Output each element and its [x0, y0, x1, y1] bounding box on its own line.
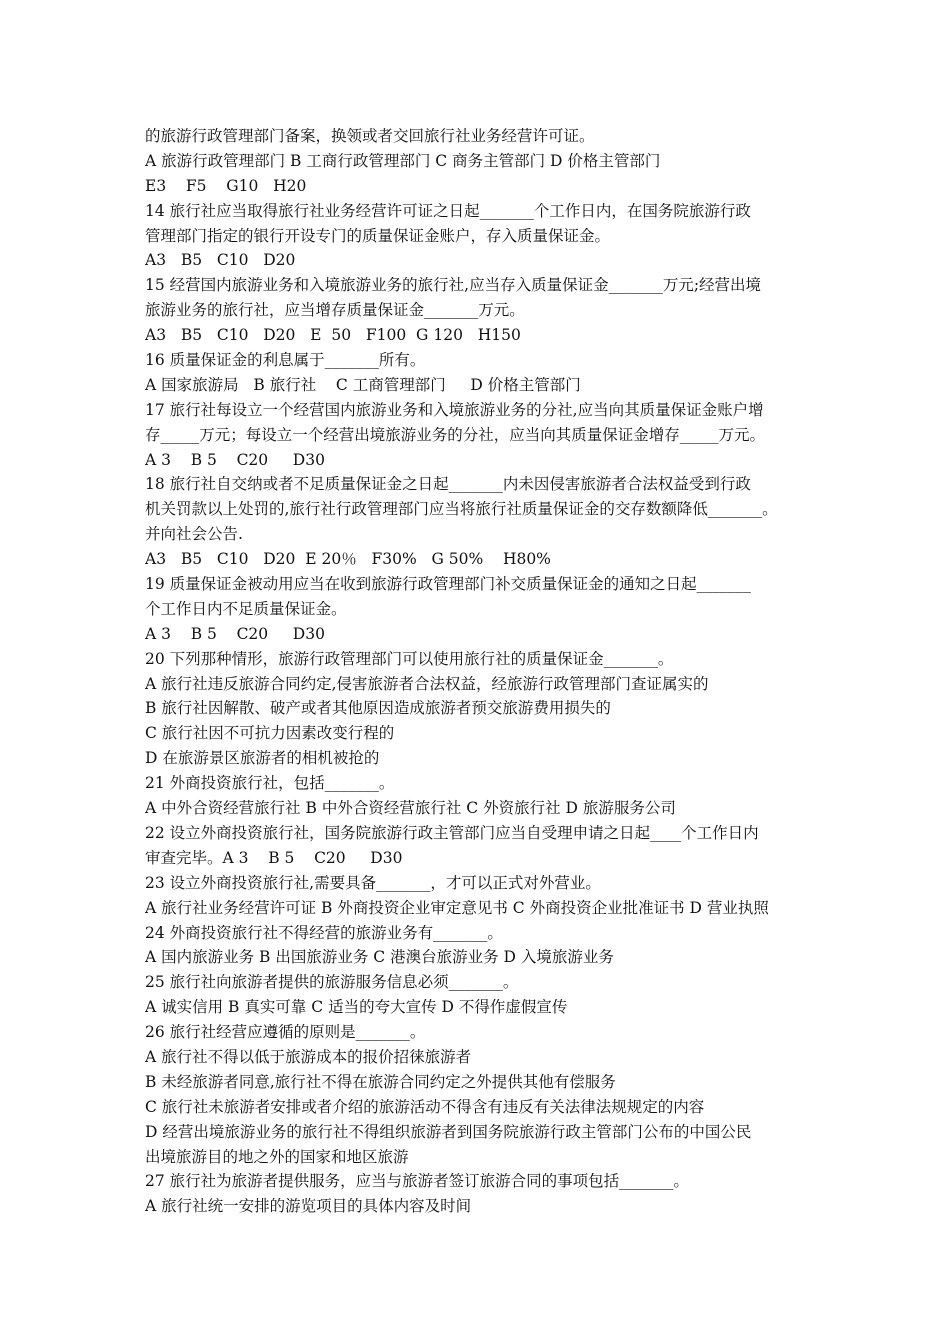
- text-line: 机关罚款以上处罚的,旅行社行政管理部门应当将旅行社质量保证金的交存数额降低_______。: [145, 500, 778, 519]
- text-line: 21 外商投资旅行社，包括_______。: [145, 774, 395, 793]
- text-line: A 3 B 5 C20 D30: [145, 450, 325, 469]
- text-line: A 旅游行政管理部门 B 工商行政管理部门 C 商务主管部门 D 价格主管部门: [145, 151, 661, 170]
- text-line: A3 B5 C10 D20 E 20％ F30% G 50% H80%: [145, 550, 551, 569]
- text-line: A 旅行社不得以低于旅游成本的报价招徕旅游者: [145, 1047, 472, 1066]
- text-line: 15 经营国内旅游业务和入境旅游业务的旅行社,应当存入质量保证金_______万元;经营出境: [145, 276, 762, 295]
- text-line: 16 质量保证金的利息属于_______所有。: [145, 351, 426, 370]
- text-line: E3 F5 G10 H20: [145, 176, 307, 195]
- text-line: A3 B5 C10 D20 E 50 F100 G 120 H150: [145, 326, 521, 345]
- text-line: D 经营出境旅游业务的旅行社不得组织旅游者到国务院旅游行政主管部门公布的中国公民: [145, 1122, 752, 1141]
- text-line: A 诚实信用 B 真实可靠 C 适当的夸大宣传 D 不得作虚假宣传: [145, 998, 568, 1017]
- text-line: 14 旅行社应当取得旅行社业务经营许可证之日起_______个工作日内，在国务院旅游行政: [145, 201, 751, 220]
- text-line: 管理部门指定的银行开设专门的质量保证金账户，存入质量保证金。: [145, 226, 611, 245]
- text-line: A 国内旅游业务 B 出国旅游业务 C 港澳台旅游业务 D 入境旅游业务: [145, 948, 614, 967]
- document-body: [145, 124, 815, 1219]
- text-line: B 旅行社因解散、破产或者其他原因造成旅游者预交旅游费用损失的: [145, 699, 611, 718]
- text-line: A 旅行社业务经营许可证 B 外商投资企业审定意见书 C 外商投资企业批准证书 D 营业执照: [145, 898, 769, 917]
- text-line: D 在旅游景区旅游者的相机被抢的: [145, 749, 380, 768]
- text-line: C 旅行社因不可抗力因素改变行程的: [145, 724, 395, 743]
- text-line: A 中外合资经营旅行社 B 中外合资经营旅行社 C 外资旅行社 D 旅游服务公司: [145, 799, 676, 818]
- text-line: B 未经旅游者同意,旅行社不得在旅游合同约定之外提供其他有偿服务: [145, 1072, 616, 1091]
- text-line: 25 旅行社向旅游者提供的旅游服务信息必须_______。: [145, 973, 519, 992]
- text-line: 存_____万元；每设立一个经营出境旅游业务的分社，应当向其质量保证金增存_____万元。: [145, 425, 766, 444]
- text-line: 并向社会公告.: [145, 525, 243, 544]
- text-line: 出境旅游目的地之外的国家和地区旅游: [145, 1147, 409, 1166]
- text-line: 的旅游行政管理部门备案，换领或者交回旅行社业务经营许可证。: [145, 127, 595, 145]
- text-line: 26 旅行社经营应遵循的原则是_______。: [145, 1023, 426, 1042]
- text-line: A3 B5 C10 D20: [145, 251, 296, 270]
- text-line: A 国家旅游局 B 旅行社 C 工商管理部门 D 价格主管部门: [145, 375, 581, 394]
- text-line: C 旅行社未旅游者安排或者介绍的旅游活动不得含有违反有关法律法规规定的内容: [145, 1097, 705, 1116]
- text-line: A 旅行社统一安排的游览项目的具体内容及时间: [145, 1197, 472, 1216]
- text-line: 20 下列那种情形，旅游行政管理部门可以使用旅行社的质量保证金_______。: [145, 649, 674, 668]
- text-line: 17 旅行社每设立一个经营国内旅游业务和入境旅游业务的分社,应当向其质量保证金账户增: [145, 400, 764, 419]
- text-line: 审查完毕。A 3 B 5 C20 D30: [145, 848, 403, 867]
- text-line: A 旅行社违反旅游合同约定,侵害旅游者合法权益，经旅游行政管理部门查证属实的: [145, 674, 709, 693]
- text-line: 24 外商投资旅行社不得经营的旅游业务有_______。: [145, 923, 503, 942]
- text-line: 19 质量保证金被动用应当在收到旅游行政管理部门补交质量保证金的通知之日起_______: [145, 575, 751, 594]
- text-line: A 3 B 5 C20 D30: [145, 624, 325, 643]
- text-line: 22 设立外商投资旅行社，国务院旅游行政主管部门应当自受理申请之日起____个工作日内: [145, 823, 759, 842]
- text-line: 23 设立外商投资旅行社,需要具备_______，才可以正式对外营业。: [145, 873, 601, 892]
- text-line: 27 旅行社为旅游者提供服务，应当与旅游者签订旅游合同的事项包括_______。: [145, 1172, 689, 1191]
- text-line: 旅游业务的旅行社，应当增存质量保证金_______万元。: [145, 301, 525, 320]
- text-line: 个工作日内不足质量保证金。: [145, 599, 347, 618]
- text-line: 18 旅行社自交纳或者不足质量保证金之日起_______内未因侵害旅游者合法权益受到行政: [145, 475, 751, 494]
